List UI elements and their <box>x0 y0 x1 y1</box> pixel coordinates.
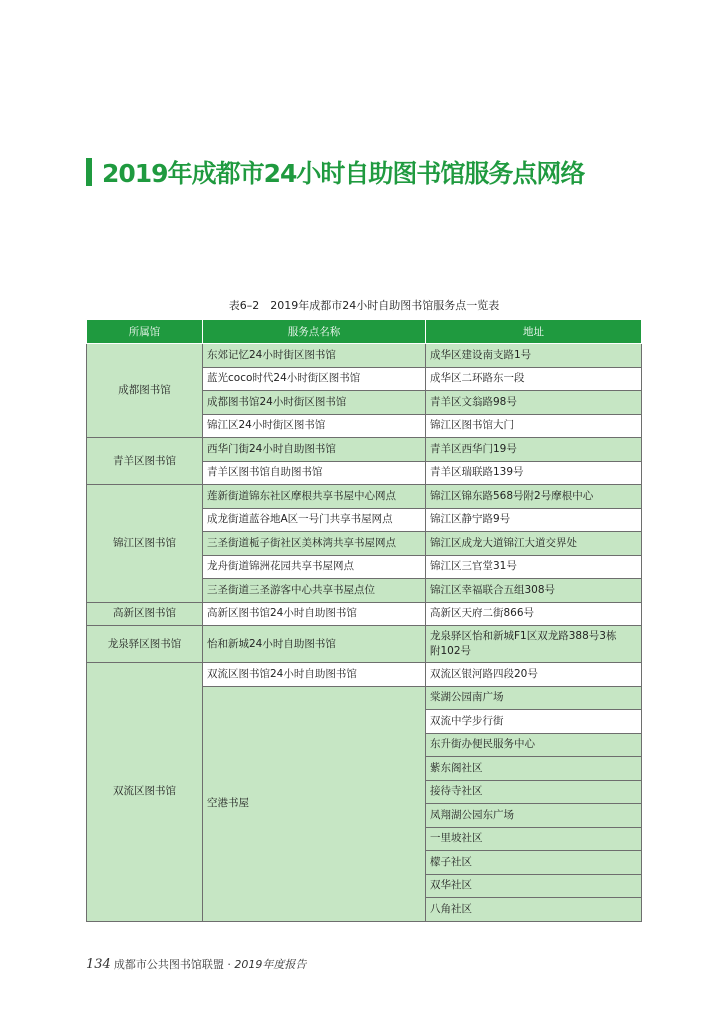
address-cell: 双流中学步行街 <box>426 710 642 734</box>
footer-separator: · <box>223 958 235 971</box>
address-cell: 锦江区静宁路9号 <box>426 508 642 532</box>
heading-accent-bar <box>86 158 92 186</box>
service-name-cell: 莲新街道锦东社区摩根共享书屋中心网点 <box>203 485 426 509</box>
footer-title: 成都市公共图书馆联盟 <box>113 958 224 971</box>
address-cell: 锦江区锦东路568号附2号摩根中心 <box>426 485 642 509</box>
section-heading <box>86 155 584 189</box>
address-cell: 八角社区 <box>426 898 642 922</box>
address-cell: 锦江区三官堂31号 <box>426 555 642 579</box>
address-cell: 青羊区西华门19号 <box>426 438 642 462</box>
header-library: 所属馆 <box>87 320 203 344</box>
address-cell: 东升街办便民服务中心 <box>426 733 642 757</box>
table-header-row <box>87 320 642 344</box>
library-cell: 龙泉驿区图书馆 <box>87 626 203 663</box>
library-cell: 青羊区图书馆 <box>87 438 203 485</box>
table-caption: 表6–2 2019年成都市24小时自助图书馆服务点一览表 <box>228 299 500 312</box>
service-name-cell: 锦江区24小时街区图书馆 <box>203 414 426 438</box>
library-cell: 成都图书馆 <box>87 344 203 438</box>
service-name-cell: 空港书屋 <box>203 686 426 921</box>
address-cell: 锦江区幸福联合五组308号 <box>426 579 642 603</box>
library-cell: 双流区图书馆 <box>87 663 203 922</box>
address-cell: 檬子社区 <box>426 851 642 875</box>
address-cell: 锦江区成龙大道锦江大道交界处 <box>426 532 642 556</box>
address-cell: 成华区二环路东一段 <box>426 367 642 391</box>
service-name-cell: 怡和新城24小时自助图书馆 <box>203 626 426 663</box>
service-name-cell: 东郊记忆24小时街区图书馆 <box>203 344 426 368</box>
service-name-cell: 三圣街道三圣游客中心共享书屋点位 <box>203 579 426 603</box>
address-cell: 成华区建设南支路1号 <box>426 344 642 368</box>
service-name-cell: 成龙街道蓝谷地A区一号门共享书屋网点 <box>203 508 426 532</box>
service-points-table <box>86 320 642 922</box>
address-cell <box>426 626 642 663</box>
header-service-point: 服务点名称 <box>203 320 426 344</box>
address-cell: 双流区银河路四段20号 <box>426 663 642 687</box>
address-cell: 凤翔湖公园东广场 <box>426 804 642 828</box>
address-cell: 一里坡社区 <box>426 827 642 851</box>
address-cell: 紫东阁社区 <box>426 757 642 781</box>
service-name-cell: 西华门街24小时自助图书馆 <box>203 438 426 462</box>
address-cell: 青羊区瑞联路139号 <box>426 461 642 485</box>
service-name-cell: 三圣街道栀子街社区美林湾共享书屋网点 <box>203 532 426 556</box>
library-cell: 高新区图书馆 <box>87 602 203 626</box>
address-line: 龙泉驿区怡和新城F1区双龙路388号3栋 <box>430 630 617 642</box>
service-name-cell: 龙舟街道锦洲花园共享书屋网点 <box>203 555 426 579</box>
service-name-cell: 高新区图书馆24小时自助图书馆 <box>203 602 426 626</box>
address-cell: 双华社区 <box>426 874 642 898</box>
table-row <box>87 602 642 626</box>
service-name-cell: 青羊区图书馆自助图书馆 <box>203 461 426 485</box>
table-row <box>87 626 642 663</box>
address-cell: 锦江区图书馆大门 <box>426 414 642 438</box>
header-address: 地址 <box>426 320 642 344</box>
service-name-cell: 成都图书馆24小时街区图书馆 <box>203 391 426 415</box>
heading-title: 2019年成都市24小时自助图书馆服务点网络 <box>102 159 585 188</box>
library-cell: 锦江区图书馆 <box>87 485 203 603</box>
address-cell: 高新区天府二街866号 <box>426 602 642 626</box>
address-line: 附102号 <box>430 645 472 657</box>
table-row <box>87 485 642 509</box>
service-name-cell: 双流区图书馆24小时自助图书馆 <box>203 663 426 687</box>
table-row <box>87 344 642 368</box>
page-number: 134 <box>86 957 111 972</box>
footer-subtitle: 2019年度报告 <box>234 958 307 971</box>
service-name-cell: 蓝光coco时代24小时街区图书馆 <box>203 367 426 391</box>
table-row <box>87 663 642 687</box>
table-row <box>87 438 642 462</box>
page-footer <box>86 956 306 972</box>
address-cell: 青羊区文翁路98号 <box>426 391 642 415</box>
address-cell: 棠湖公园南广场 <box>426 686 642 710</box>
address-cell: 接待寺社区 <box>426 780 642 804</box>
